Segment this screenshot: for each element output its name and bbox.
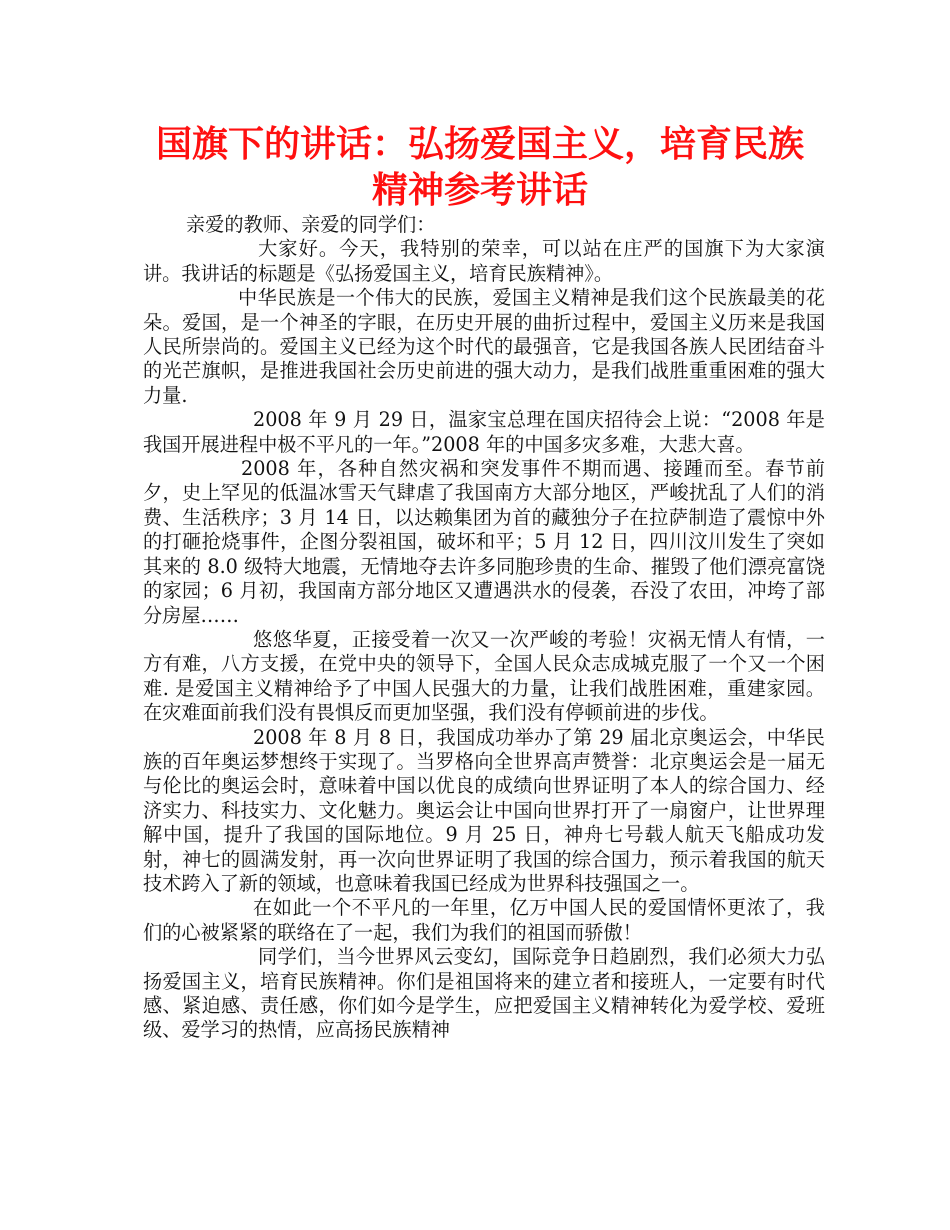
document-body bbox=[143, 213, 825, 1043]
salutation: 亲爱的教师、亲爱的同学们： bbox=[186, 213, 436, 236]
document-title: 国旗下的讲话：弘扬爱国主义，培育民族精神参考讲话 bbox=[155, 124, 804, 211]
paragraph-premier-quote: 2008 年 9 月 29 日，温家宝总理在国庆招待会上说：“2008 年是我国开展进程中极不平凡的一年。”2008 年的中国多灾多难，大悲大喜。 bbox=[143, 408, 825, 456]
paragraph-olympics: 2008 年 8 月 8 日，我国成功举办了第 29 届北京奥运会，中华民族的百年奥运梦想终于实现了。当罗格向全世界高声赞誉：北京奥运会是一届无与伦比的奥运会时，意味着中国以优良的成绩向世界证明了本人的综合国力、经济实力、科技实力、文化魅力。奥运会让中国向世界打开了一扇窗户，让世界理解中国，提升了我国的国际地位。9 月 25 日，神舟七号载人航天飞船成功发射，神七的圆满发射，再一次向世界证明了我国的综合国力，预示着我国的航天技术跨入了新的领域，也意味着我国已经成为世界科技强国之一。 bbox=[143, 725, 825, 895]
paragraph-nation: 中华民族是一个伟大的民族，爱国主义精神是我们这个民族最美的花朵。爱国，是一个神圣的字眼，在历史开展的曲折过程中，爱国主义历来是我国人民所崇尚的。爱国主义已经为这个时代的最强音，它是我国各族人民团结奋斗的光芒旗帜，是推进我国社会历史前进的强大动力，是我们战胜重重困难的强大力量. bbox=[143, 286, 825, 407]
paragraph-greeting: 大家好。今天，我特别的荣幸，可以站在庄严的国旗下为大家演讲。我讲话的标题是《弘扬爱国主义，培育民族精神》。 bbox=[143, 237, 825, 285]
paragraph-disasters: 2008 年，各种自然灾祸和突发事件不期而遇、接踵而至。春节前夕，史上罕见的低温冰雪天气肆虐了我国南方大部分地区，严峻扰乱了人们的消费、生活秩序；3 月 14 日，以达赖集团为首的藏独分子在拉萨制造了震惊中外的打砸抢烧事件，企图分裂祖国，破坏和平；5 月 12 日，四川汶川发生了突如其来的 8.0 级特大地震，无情地夺去许多同胞珍贵的生命、摧毁了他们漂亮富饶的家园；6 月初，我国南方部分地区又遭遇洪水的侵袭，吞没了农田，冲垮了部分房屋…… bbox=[143, 457, 825, 627]
paragraph-pride: 在如此一个不平凡的一年里，亿万中国人民的爱国情怀更浓了，我们的心被紧紧的联络在了一起，我们为我们的祖国而骄傲！ bbox=[143, 896, 825, 944]
paragraph-students: 同学们，当今世界风云变幻，国际竞争日趋剧烈，我们必须大力弘扬爱国主义，培育民族精神。你们是祖国将来的建立者和接班人，一定要有时代感、紧迫感、责任感，你们如今是学生，应把爱国主义精神转化为爱学校、爱班级、爱学习的热情，应高扬民族精神 bbox=[143, 945, 825, 1042]
paragraph-trials: 悠悠华夏，正接受着一次又一次严峻的考验！灾祸无情人有情，一方有难，八方支援，在党中央的领导下，全国人民众志成城克服了一个又一个困难. 是爱国主义精神给予了中国人民强大的力量，让我们战胜困难，重建家园。在灾难面前我们没有畏惧反而更加坚强，我们没有停顿前进的步伐。 bbox=[143, 627, 825, 725]
